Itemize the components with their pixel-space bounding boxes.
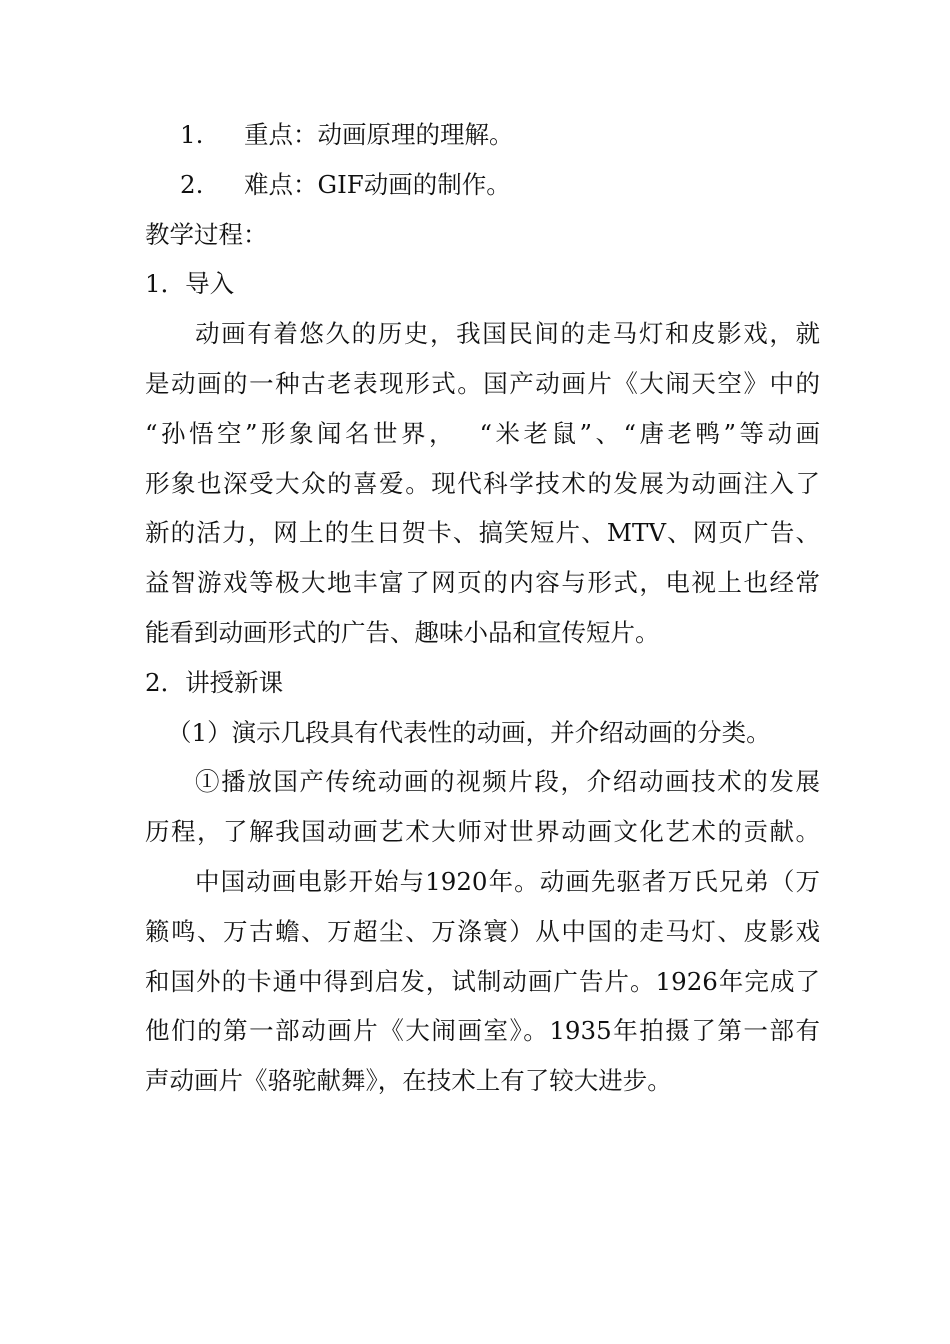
- intro-paragraph-line: 动画有着悠久的历史，我国民间的走马灯和皮影戏，就: [195, 319, 820, 349]
- difficulty-number: 2.: [180, 169, 204, 199]
- subsection-1-heading: （1）演示几段具有代表性的动画，并介绍动画的分类。: [167, 717, 771, 747]
- history-paragraph-line: 籁鸣、万古蟾、万超尘、万涤寰）从中国的走马灯、皮影戏: [145, 916, 820, 946]
- history-paragraph-line: 中国动画电影开始与1920年。动画先驱者万氏兄弟（万: [195, 866, 820, 896]
- history-paragraph-line: 他们的第一部动画片《大闹画室》。1935年拍摄了第一部有: [145, 1016, 820, 1046]
- key-point-number: 1.: [180, 120, 204, 149]
- item-1-line: ①播放国产传统动画的视频片段，介绍动画技术的发展: [195, 767, 820, 797]
- intro-paragraph-line: 是动画的一种古老表现形式。国产动画片《大闹天空》中的: [145, 368, 820, 398]
- section-new-lesson-heading: 2．讲授新课: [145, 667, 284, 697]
- intro-paragraph-line: “孙悟空”形象闻名世界， “米老鼠”、“唐老鸭”等动画: [145, 418, 820, 448]
- document-body: [145, 110, 820, 1106]
- difficulty-text: 难点：GIF动画的制作。: [244, 169, 511, 199]
- intro-paragraph-line: 新的活力，网上的生日贺卡、搞笑短片、MTV、网页广告、: [145, 518, 820, 548]
- history-paragraph-line: 和国外的卡通中得到启发，试制动画广告片。1926年完成了: [145, 966, 820, 996]
- teaching-process-heading: 教学过程：: [145, 219, 268, 249]
- history-paragraph-line: 声动画片《骆驼献舞》，在技术上有了较大进步。: [145, 1066, 672, 1096]
- intro-paragraph-line: 能看到动画形式的广告、趣味小品和宣传短片。: [145, 617, 660, 647]
- key-point-line: [145, 110, 820, 160]
- difficulty-line: [145, 160, 820, 210]
- item-1-line: 历程，了解我国动画艺术大师对世界动画文化艺术的贡献。: [145, 817, 820, 847]
- intro-paragraph-line: 益智游戏等极大地丰富了网页的内容与形式，电视上也经常: [145, 568, 820, 598]
- intro-paragraph-line: 形象也深受大众的喜爱。现代科学技术的发展为动画注入了: [145, 468, 820, 498]
- key-point-text: 重点：动画原理的理解。: [244, 120, 514, 149]
- section-intro-heading: 1．导入: [145, 269, 235, 299]
